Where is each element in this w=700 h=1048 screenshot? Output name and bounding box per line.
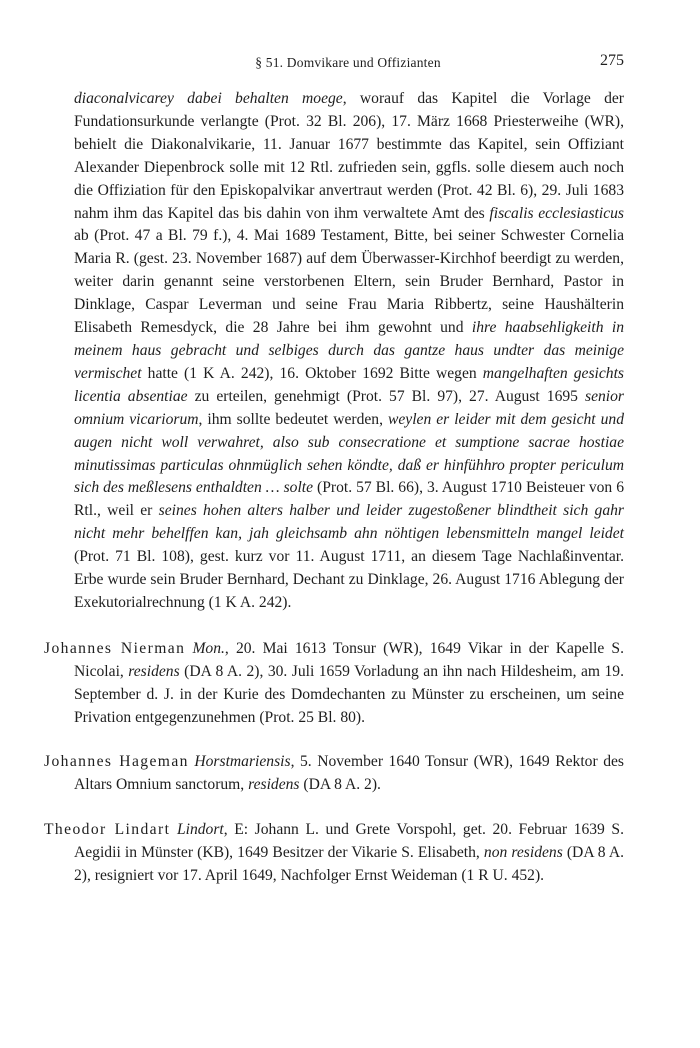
text-segment <box>170 821 177 838</box>
text-segment: , 5. November 1640 Tonsur (WR), 1649 Rektor des Altars Omnium sanctorum, <box>74 753 624 794</box>
entry-johannes-hageman <box>44 751 624 797</box>
text-segment: (DA 8 A. 2), 30. Juli 1659 Vorladung an ihn nach Hildesheim, am 19. September d. J. in der Kurie des Domdechanten zu Münster zu erscheinen, um seine Privation entgegenzunehmen (Prot. 25 Bl. 80). <box>74 662 624 726</box>
text-segment: ab (Prot. 47 a Bl. 79 f.), 4. Mai 1689 Testament, Bitte, bei seiner Schwester Cornelia Maria R. (gest. 23. November 1687) auf dem Überwasser-Kirchhof beerdigt zu werden, weiter darin genannt seine verstorbenen Eltern, sein Bruder Bernhard, Pastor in Dinklage, Caspar Leverman und seine Frau Maria Ribbertz, seine Haushälterin Elisabeth Remesdyck, die 28 Jahre bei ihm gewohnt und <box>74 227 624 337</box>
entry-name: Theodor Lindart <box>44 821 171 839</box>
italic-text: Lindort <box>176 821 224 839</box>
text-segment: (DA 8 A. 2). <box>299 776 381 794</box>
italic-text: senior omnium vicariorum <box>74 387 624 428</box>
page-number: 275 <box>600 52 624 69</box>
running-header <box>72 52 624 76</box>
entry-name: Johannes Hageman <box>44 753 189 771</box>
italic-text: mangelhaften gesichts licentia absentiae <box>74 364 625 405</box>
italic-text: residens <box>128 662 180 680</box>
text-segment: , 20. Mai 1613 Tonsur (WR), 1649 Vikar in der Kapelle S. Nicolai, <box>74 639 624 680</box>
italic-text: diaconalvicarey dabei behalten moege <box>74 90 343 107</box>
body-text <box>44 88 624 910</box>
entry-continuation <box>44 88 624 615</box>
italic-text: seines hohen alters halber und leider zugestoßener blindtheit sich gahr nicht mehr behelffen kan, jah gleichsamb ahn nöhtigen lebensmitteln mangel leidet <box>74 502 624 543</box>
italic-text: weylen er leider mit dem gesicht und augen nicht woll verwahret, also sub consecratione et sumptione sacrae hostiae minutissimas particulas ohnmüglich sehen köndte, daß er hinfühhro propter periculum sich des meßlesens enthaldten … solte <box>74 410 624 497</box>
section-title: § 51. Domvikare und Offizianten <box>255 55 441 70</box>
text-segment: (DA 8 A. 2), resigniert vor 17. April 1649, Nachfolger Ernst Weideman (1 R U. 452). <box>74 844 624 885</box>
text-segment: , E: Johann L. und Grete Vorspohl, get. 20. Februar 1639 S. Aegidii in Münster (KB), 1649 Besitzer der Vikarie S. Elisabeth, <box>74 821 625 862</box>
text-segment: (Prot. 57 Bl. 66), 3. August 1710 Beisteuer von 6 Rtl., weil er <box>74 479 624 520</box>
text-segment: , ihm sollte bedeutet werden, <box>198 410 388 428</box>
text-segment: hatte (1 K A. 242), 16. Oktober 1692 Bitte wegen <box>141 364 483 382</box>
entry-johannes-nierman <box>44 638 624 730</box>
text-segment: , worauf das Kapitel die Vorlage der Fundationsurkunde verlangte (Prot. 32 Bl. 206), 17. März 1668 Priesterweihe (WR), behielt die Diakonalvikarie, 11. Januar 1677 bestimmte das Kapitel, sein Offiziant Alexander Diepenbrock solle mit 12 Rtl. zufrieden sein, ggfls. solle diesem auch noch die Offiziation für den Episkopalvikar anvertraut werden (Prot. 42 Bl. 6), 29. Juli 1683 nahm ihm das Kapitel das bis dahin von ihm verwaltete Amt des <box>74 90 625 222</box>
italic-text: fiscalis ecclesiasticus <box>489 204 624 222</box>
entry-name: Johannes Nierman <box>44 639 186 657</box>
text-segment: (Prot. 71 Bl. 108), gest. kurz vor 11. August 1711, an diesem Tage Nachlaßinventar. Erbe wurde sein Bruder Bernhard, Dechant zu Dinklage, 26. August 1716 Ablegung der Exekutorialrechnung (1 K A. 242). <box>74 548 624 611</box>
italic-text: Mon. <box>192 639 225 657</box>
italic-text: ihre haabsehligkeith in meinem haus gebracht und selbiges durch das gantze haus undter das meinige vermischet <box>74 319 624 382</box>
text-segment: zu erteilen, genehmigt (Prot. 57 Bl. 97), 27. August 1695 <box>187 387 586 405</box>
italic-text: Horstmariensis <box>194 753 291 771</box>
italic-text: non residens <box>483 844 563 862</box>
italic-text: residens <box>248 776 300 794</box>
entry-theodor-lindart <box>44 819 624 888</box>
